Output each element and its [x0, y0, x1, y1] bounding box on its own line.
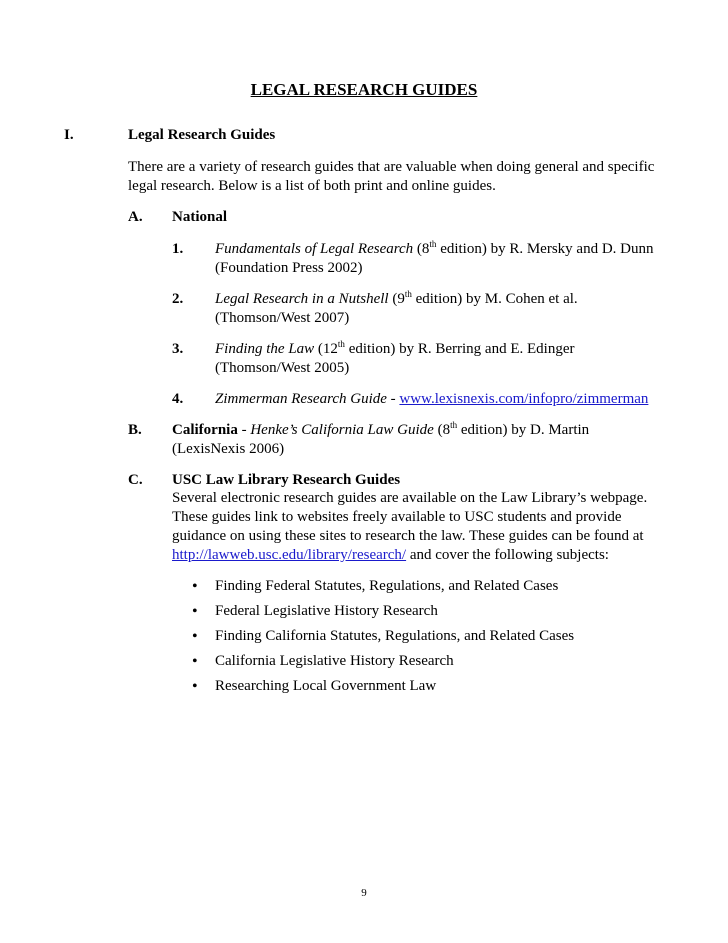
california-edition-sup: th [450, 420, 458, 430]
subsection-letter-a: A. [128, 209, 143, 225]
item-number: 1. [172, 241, 184, 257]
item-line [215, 390, 648, 409]
item-number: 3. [172, 341, 184, 357]
item-line [215, 340, 574, 359]
usc-line-3: guidance on using these sites to research the law. These guides can be found at [172, 528, 644, 544]
item-publisher: (Thomson/West 2005) [215, 360, 350, 376]
intro-line-2: legal research. Below is a list of both print and online guides. [128, 178, 496, 194]
subsection-letter-c: C. [128, 472, 143, 488]
item-title: Zimmerman Research Guide [215, 391, 387, 407]
usc-line-1: Several electronic research guides are available on the Law Library’s webpage. [172, 490, 648, 506]
item-edition-sup: th [337, 339, 345, 349]
bullet-icon: • [192, 653, 198, 670]
usc-link-tail: and cover the following subjects: [406, 547, 609, 563]
item-line [215, 290, 578, 309]
item-edition-pre: (9 [388, 291, 405, 307]
item-edition-post: edition) by M. Cohen et al. [411, 291, 578, 307]
page-title: LEGAL RESEARCH GUIDES [250, 80, 478, 99]
list-item: Researching Local Government Law [215, 678, 437, 694]
bullet-icon: • [192, 603, 198, 620]
california-edition-post: edition) by D. Martin [457, 422, 590, 438]
page-number: 9 [361, 887, 367, 899]
item-title: Finding the Law [215, 341, 315, 357]
subsection-letter-b: B. [128, 422, 142, 438]
item-title: Fundamentals of Legal Research [215, 241, 414, 257]
zimmerman-link[interactable]: www.lexisnexis.com/infopro/zimmerman [399, 391, 649, 407]
california-title: Henke’s California Law Guide [250, 422, 434, 438]
item-edition-sup: th [404, 289, 412, 299]
item-edition-sup: th [429, 239, 437, 249]
intro-line-1: There are a variety of research guides that are valuable when doing general and specific [128, 159, 655, 175]
california-publisher: (LexisNexis 2006) [172, 441, 285, 457]
list-item: Finding Federal Statutes, Regulations, and Related Cases [215, 578, 559, 594]
usc-line-2: These guides link to websites freely available to USC students and provide [172, 509, 622, 525]
list-item: Finding California Statutes, Regulations, and Related Cases [215, 628, 575, 644]
item-edition-pre: (8 [413, 241, 430, 257]
usc-research-link[interactable]: http://lawweb.usc.edu/library/research/ [172, 547, 407, 563]
subsection-heading-california: California [172, 422, 238, 438]
california-line [172, 421, 589, 440]
subsection-heading-national: National [172, 209, 228, 225]
section-numeral: I. [64, 127, 74, 143]
item-edition-pre: (12 [314, 341, 338, 357]
california-edition-pre: (8 [433, 422, 451, 438]
california-separator: - [237, 422, 251, 438]
item-line [215, 240, 654, 259]
section-heading: Legal Research Guides [128, 127, 276, 143]
item-edition-post: edition) by R. Berring and E. Edinger [344, 341, 575, 357]
list-item: California Legislative History Research [215, 653, 454, 669]
item-edition-post: edition) by R. Mersky and D. Dunn [436, 241, 654, 257]
item-title: Legal Research in a Nutshell [215, 291, 389, 307]
usc-line-4 [172, 546, 609, 565]
item-separator: - [386, 391, 400, 407]
bullet-icon: • [192, 678, 198, 695]
bullet-icon: • [192, 578, 198, 595]
bullet-icon: • [192, 628, 198, 645]
item-publisher: (Thomson/West 2007) [215, 310, 350, 326]
item-publisher: (Foundation Press 2002) [215, 260, 363, 276]
list-item: Federal Legislative History Research [215, 603, 438, 619]
item-number: 2. [172, 291, 184, 307]
subsection-heading-usc: USC Law Library Research Guides [172, 472, 401, 488]
item-number: 4. [172, 391, 184, 407]
